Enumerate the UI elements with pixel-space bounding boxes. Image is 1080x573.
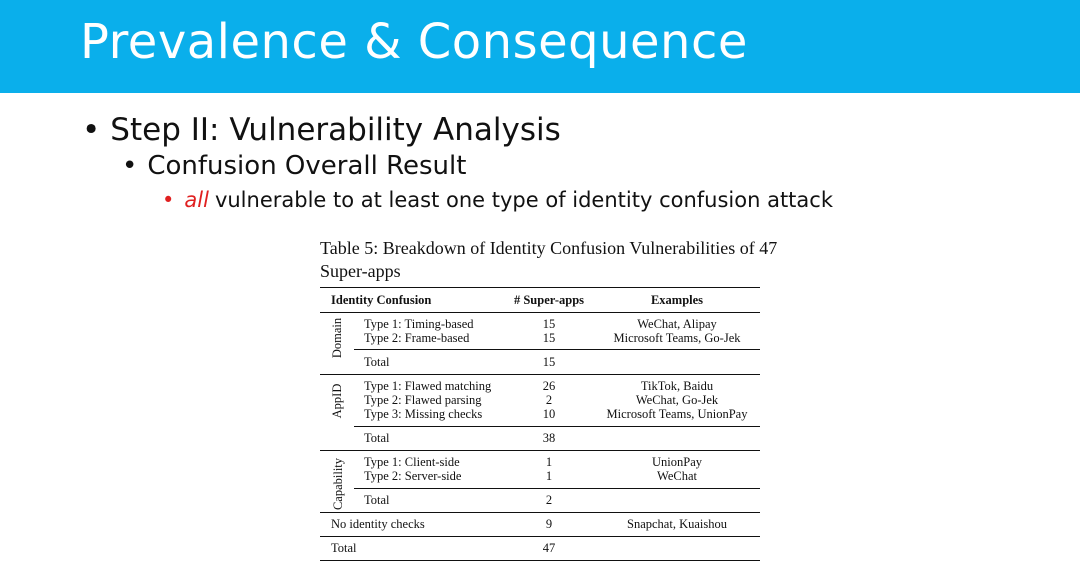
no-checks-label: No identity checks <box>331 517 425 531</box>
bullet-level1 <box>82 110 561 150</box>
table-row-count: 1 <box>545 469 553 483</box>
bullet-level3-text: vulnerable to at least one type of identity confusion attack <box>214 188 833 212</box>
bullet-dot-icon: • <box>82 112 101 148</box>
table-top-rule <box>320 287 760 288</box>
table-row-count: 15 <box>542 331 556 345</box>
table-row-examples: WeChat <box>657 469 697 483</box>
bullet-dot-icon: • <box>162 188 175 212</box>
table-row-type: Type 2: Frame-based <box>364 331 470 345</box>
group-rule <box>320 512 760 513</box>
group-rule <box>320 536 760 537</box>
grand-total-count: 47 <box>542 541 556 555</box>
bullet-dot-icon: • <box>122 151 138 181</box>
header-examples: Examples <box>650 293 704 307</box>
subtotal-rule <box>354 426 760 427</box>
table-row-type: Type 1: Timing-based <box>364 317 474 331</box>
table-row-examples: WeChat, Go-Jek <box>635 393 719 407</box>
group-total-label: Total <box>364 493 390 507</box>
group-total-label: Total <box>364 355 390 369</box>
table-row-type: Type 2: Flawed parsing <box>364 393 482 407</box>
group-total-count: 38 <box>542 431 556 445</box>
table-row-type: Type 3: Missing checks <box>364 407 483 421</box>
group-rule <box>320 374 760 375</box>
group-label-domain: Domain <box>330 317 344 359</box>
table-row-type: Type 1: Flawed matching <box>364 379 492 393</box>
table-row-count: 26 <box>542 379 556 393</box>
table-row-examples: WeChat, Alipay <box>637 317 717 331</box>
header-rule <box>320 312 760 313</box>
table-row-examples: UnionPay <box>652 455 702 469</box>
table-row-examples: TikTok, Baidu <box>640 379 714 393</box>
table-row-count: 1 <box>545 455 553 469</box>
table-row-count: 2 <box>545 393 553 407</box>
table-row-type: Type 2: Server-side <box>364 469 462 483</box>
group-total-label: Total <box>364 431 390 445</box>
subtotal-rule <box>354 488 760 489</box>
table-row-examples: Microsoft Teams, UnionPay <box>606 407 748 421</box>
no-checks-count: 9 <box>545 517 553 531</box>
header-super-apps: # Super-apps <box>513 293 585 307</box>
table-row-type: Type 1: Client-side <box>364 455 460 469</box>
title-bar <box>0 0 1080 93</box>
slide-title: Prevalence & Consequence <box>80 14 748 70</box>
bullet-level3 <box>162 186 833 214</box>
table-row-count: 15 <box>542 317 556 331</box>
table-bottom-rule <box>320 560 760 561</box>
table-caption: Table 5: Breakdown of Identity Confusion Vulnerabilities of 47 Super-apps <box>320 238 778 281</box>
no-checks-examples: Snapchat, Kuaishou <box>627 517 727 531</box>
header-identity-confusion: Identity Confusion <box>331 293 432 307</box>
table-row-count: 10 <box>542 407 556 421</box>
grand-total-label: Total <box>331 541 357 555</box>
group-total-count: 2 <box>545 493 553 507</box>
group-label-appid: AppID <box>330 383 344 419</box>
subtotal-rule <box>354 349 760 350</box>
bullet-level2 <box>122 149 466 183</box>
table-row-examples: Microsoft Teams, Go-Jek <box>613 331 741 345</box>
bullet-emphasis: all <box>184 188 209 212</box>
bullet-level2-text: Confusion Overall Result <box>147 151 467 181</box>
group-rule <box>320 450 760 451</box>
group-label-capability: Capability <box>331 457 345 511</box>
bullet-level1-text: Step II: Vulnerability Analysis <box>110 112 561 148</box>
group-total-count: 15 <box>542 355 556 369</box>
